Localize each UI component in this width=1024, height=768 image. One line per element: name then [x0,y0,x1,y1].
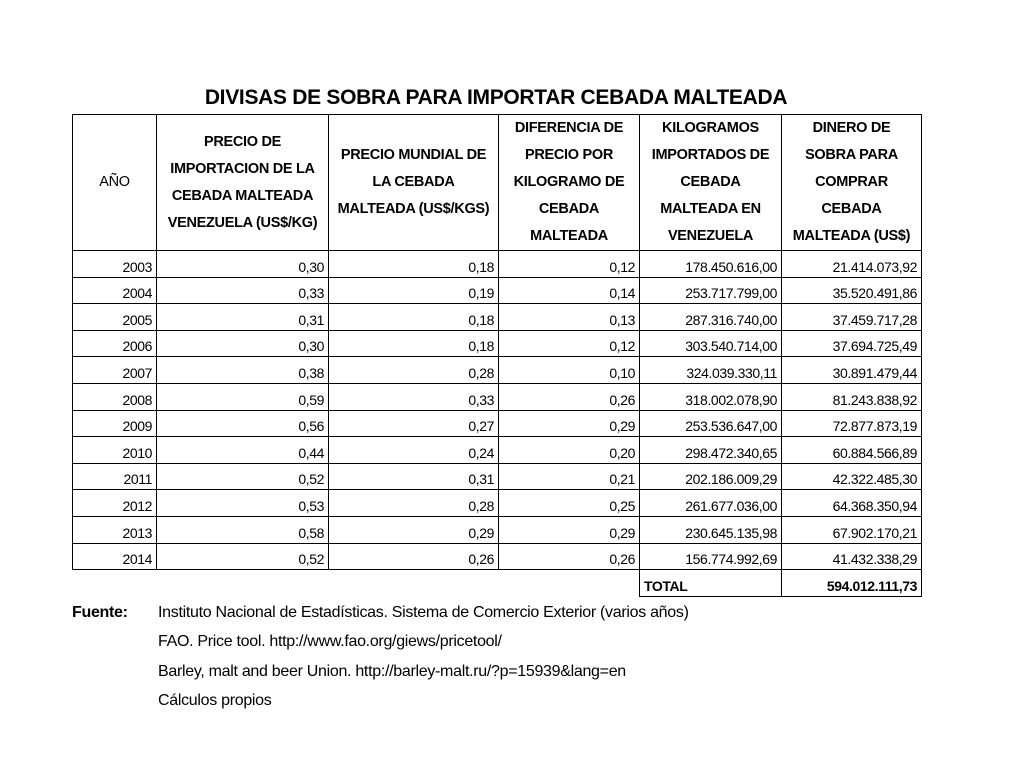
source-notes [72,598,689,716]
cell-world-price: 0,18 [329,304,499,331]
cell-world-price: 0,33 [329,383,499,410]
cell-surplus-money: 64.368.350,94 [782,490,922,517]
cell-year: 2005 [73,304,157,331]
cell-import-price: 0,30 [157,251,329,278]
cell-year: 2011 [73,463,157,490]
cell-year: 2004 [73,277,157,304]
cell-import-price: 0,56 [157,410,329,437]
cell-surplus-money: 67.902.170,21 [782,516,922,543]
cell-world-price: 0,18 [329,330,499,357]
source-text: Instituto Nacional de Estadísticas. Sistema de Comercio Exterior (varios años) [158,603,689,621]
cell-price-difference: 0,20 [499,437,640,464]
cell-price-difference: 0,29 [499,410,640,437]
cell-world-price: 0,19 [329,277,499,304]
cell-surplus-money: 35.520.491,86 [782,277,922,304]
cell-import-price: 0,52 [157,463,329,490]
cell-kilograms: 298.472.340,65 [640,437,782,464]
header-kilograms-imported: KILOGRAMOS IMPORTADOS DE CEBADA MALTEADA EN VENEZUELA [640,115,782,251]
cell-year: 2013 [73,516,157,543]
cell-price-difference: 0,29 [499,516,640,543]
cell-world-price: 0,29 [329,516,499,543]
table-row [73,490,922,517]
source-line [72,628,689,658]
cell-surplus-money: 41.432.338,29 [782,543,922,570]
cell-surplus-money: 21.414.073,92 [782,251,922,278]
cell-kilograms: 178.450.616,00 [640,251,782,278]
cell-world-price: 0,27 [329,410,499,437]
source-text: Cálculos propios [158,692,272,710]
cell-surplus-money: 72.877.873,19 [782,410,922,437]
total-row-spacer [73,570,640,597]
cell-year: 2010 [73,437,157,464]
cell-world-price: 0,18 [329,251,499,278]
cell-world-price: 0,31 [329,463,499,490]
cell-year: 2014 [73,543,157,570]
table-row [73,251,922,278]
cell-surplus-money: 37.694.725,49 [782,330,922,357]
cell-world-price: 0,26 [329,543,499,570]
table-row [73,330,922,357]
cell-import-price: 0,30 [157,330,329,357]
table-row [73,463,922,490]
cell-price-difference: 0,25 [499,490,640,517]
header-row [73,115,922,251]
cell-price-difference: 0,10 [499,357,640,384]
table-title: DIVISAS DE SOBRA PARA IMPORTAR CEBADA MALTEADA [204,86,788,109]
cell-surplus-money: 42.322.485,30 [782,463,922,490]
total-label: TOTAL [640,570,782,597]
cell-kilograms: 230.645.135,98 [640,516,782,543]
cell-world-price: 0,28 [329,357,499,384]
cell-world-price: 0,28 [329,490,499,517]
cell-import-price: 0,59 [157,383,329,410]
cell-kilograms: 318.002.078,90 [640,383,782,410]
source-label: Fuente: [72,603,128,621]
cell-kilograms: 261.677.036,00 [640,490,782,517]
cell-import-price: 0,44 [157,437,329,464]
cell-import-price: 0,52 [157,543,329,570]
cell-world-price: 0,24 [329,437,499,464]
source-text: Barley, malt and beer Union. http://barley-malt.ru/?p=15939&lang=en [158,662,626,680]
data-table [72,114,922,597]
cell-kilograms: 287.316.740,00 [640,304,782,331]
cell-year: 2003 [73,251,157,278]
header-year: AÑO [73,115,157,251]
cell-price-difference: 0,21 [499,463,640,490]
table-row [73,304,922,331]
cell-year: 2008 [73,383,157,410]
cell-kilograms: 156.774.992,69 [640,543,782,570]
header-import-price: PRECIO DE IMPORTACION DE LA CEBADA MALTEADA VENEZUELA (US$/KG) [157,115,329,251]
cell-import-price: 0,53 [157,490,329,517]
cell-kilograms: 324.039.330,11 [640,357,782,384]
table-row [73,383,922,410]
total-row [73,570,922,597]
cell-price-difference: 0,12 [499,330,640,357]
table-row [73,410,922,437]
total-value: 594.012.111,73 [782,570,922,597]
header-price-difference: DIFERENCIA DE PRECIO POR KILOGRAMO DE CEBADA MALTEADA [499,115,640,251]
cell-price-difference: 0,26 [499,543,640,570]
table-row [73,437,922,464]
cell-price-difference: 0,14 [499,277,640,304]
cell-surplus-money: 60.884.566,89 [782,437,922,464]
cell-import-price: 0,33 [157,277,329,304]
table-row [73,543,922,570]
source-text: FAO. Price tool. http://www.fao.org/giews/pricetool/ [158,633,502,651]
table-row [73,516,922,543]
cell-import-price: 0,38 [157,357,329,384]
cell-year: 2012 [73,490,157,517]
cell-kilograms: 253.536.647,00 [640,410,782,437]
cell-import-price: 0,58 [157,516,329,543]
cell-price-difference: 0,13 [499,304,640,331]
header-surplus-money: DINERO DE SOBRA PARA COMPRAR CEBADA MALTEADA (US$) [782,115,922,251]
cell-surplus-money: 30.891.479,44 [782,357,922,384]
cell-kilograms: 253.717.799,00 [640,277,782,304]
source-line [72,598,689,628]
source-line [72,687,689,717]
cell-year: 2007 [73,357,157,384]
table-row [73,277,922,304]
source-line [72,657,689,687]
table-row [73,357,922,384]
cell-year: 2006 [73,330,157,357]
cell-surplus-money: 37.459.717,28 [782,304,922,331]
cell-import-price: 0,31 [157,304,329,331]
cell-kilograms: 202.186.009,29 [640,463,782,490]
cell-kilograms: 303.540.714,00 [640,330,782,357]
header-world-price: PRECIO MUNDIAL DE LA CEBADA MALTEADA (US$/KGS) [329,115,499,251]
cell-price-difference: 0,12 [499,251,640,278]
cell-surplus-money: 81.243.838,92 [782,383,922,410]
cell-price-difference: 0,26 [499,383,640,410]
cell-year: 2009 [73,410,157,437]
